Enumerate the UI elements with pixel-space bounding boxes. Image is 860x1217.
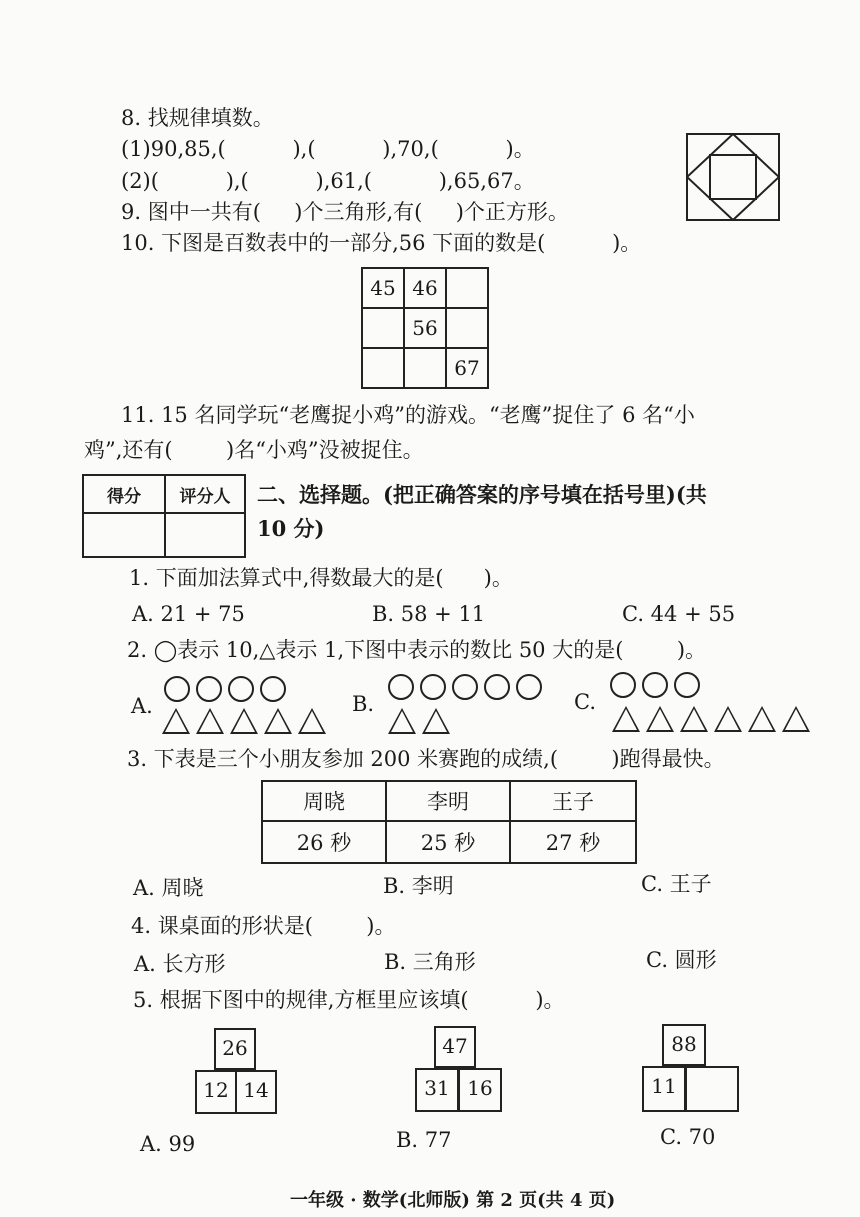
q8-title: 8. 找规律填数。 bbox=[121, 106, 274, 130]
q11-line2: 鸡”,还有( )名“小鸡”没被捉住。 bbox=[84, 438, 424, 462]
grader-label: 评分人 bbox=[165, 475, 245, 513]
grid-cell: 45 bbox=[362, 268, 404, 308]
q8-line2: (2)( ),( ),61,( ),65,67。 bbox=[121, 169, 535, 193]
triangle-icon bbox=[782, 706, 810, 732]
hundred-chart-grid bbox=[361, 267, 489, 389]
grid-cell: 67 bbox=[446, 348, 488, 388]
triangle-icon bbox=[388, 708, 416, 734]
section2-heading-cont: 10 分) bbox=[257, 516, 325, 541]
c3-option-c: C. 王子 bbox=[641, 872, 712, 896]
c3-option-a: A. 周晓 bbox=[133, 876, 204, 900]
grid-cell bbox=[362, 348, 404, 388]
name-cell: 李明 bbox=[386, 781, 510, 821]
c5-option-a: A. 99 bbox=[140, 1132, 196, 1156]
circle-icon bbox=[452, 674, 478, 700]
triangle-icon bbox=[162, 708, 190, 734]
name-cell: 周晓 bbox=[262, 781, 386, 821]
circle-icon bbox=[674, 672, 700, 698]
grid-cell: 46 bbox=[404, 268, 446, 308]
q11-line1: 11. 15 名同学玩“老鹰捉小鸡”的游戏。“老鹰”捉住了 6 名“小 bbox=[121, 403, 695, 427]
q9-text: 9. 图中一共有( )个三角形,有( )个正方形。 bbox=[121, 200, 569, 224]
c2-option-c: C. bbox=[574, 690, 596, 714]
c1-text: 1. 下面加法算式中,得数最大的是( )。 bbox=[129, 566, 513, 590]
circle-icon bbox=[516, 674, 542, 700]
c5-text: 5. 根据下图中的规律,方框里应该填( )。 bbox=[133, 988, 565, 1012]
pyramid-1-left: 12 bbox=[195, 1070, 237, 1114]
triangle-icon bbox=[646, 706, 674, 732]
grader-field[interactable] bbox=[165, 513, 245, 557]
c4-option-b: B. 三角形 bbox=[384, 950, 476, 974]
c2-a-circles bbox=[164, 676, 286, 702]
circle-icon bbox=[388, 674, 414, 700]
circle-icon bbox=[610, 672, 636, 698]
section2-heading: 二、选择题。(把正确答案的序号填在括号里)(共 bbox=[257, 482, 707, 507]
time-cell: 25 秒 bbox=[386, 821, 510, 863]
q10-text: 10. 下图是百数表中的一部分,56 下面的数是( )。 bbox=[121, 231, 642, 255]
triangle-icon bbox=[422, 708, 450, 734]
pyramid-1-right: 14 bbox=[235, 1070, 277, 1114]
page-footer: 一年级 · 数学(北师版) 第 2 页(共 4 页) bbox=[290, 1190, 616, 1211]
c1-option-a: A. 21 + 75 bbox=[132, 602, 245, 626]
score-field[interactable] bbox=[83, 513, 165, 557]
c2-b-triangles bbox=[388, 708, 450, 734]
race-results-table bbox=[261, 780, 637, 864]
c4-option-c: C. 圆形 bbox=[646, 948, 717, 972]
circle-icon bbox=[484, 674, 510, 700]
triangle-icon bbox=[612, 706, 640, 732]
c3-option-b: B. 李明 bbox=[383, 874, 454, 898]
score-box bbox=[82, 474, 246, 558]
pyramid-1-top: 26 bbox=[214, 1028, 256, 1070]
c1-option-b: B. 58 + 11 bbox=[372, 602, 486, 626]
circle-icon bbox=[196, 676, 222, 702]
c4-text: 4. 课桌面的形状是( )。 bbox=[131, 914, 396, 938]
grid-cell bbox=[446, 268, 488, 308]
c2-b-circles bbox=[388, 674, 542, 700]
circle-icon bbox=[228, 676, 254, 702]
pyramid-3-left: 11 bbox=[642, 1066, 686, 1112]
pyramid-3-answer-box[interactable] bbox=[685, 1066, 739, 1112]
grid-cell bbox=[362, 308, 404, 348]
circle-icon bbox=[260, 676, 286, 702]
pyramid-2-top: 47 bbox=[434, 1026, 476, 1068]
c5-option-c: C. 70 bbox=[660, 1125, 716, 1149]
time-cell: 26 秒 bbox=[262, 821, 386, 863]
q8-line1: (1)90,85,( ),( ),70,( )。 bbox=[121, 137, 535, 161]
c2-c-triangles bbox=[612, 706, 810, 732]
circle-icon bbox=[642, 672, 668, 698]
name-cell: 王子 bbox=[510, 781, 636, 821]
grid-cell: 56 bbox=[404, 308, 446, 348]
triangle-icon bbox=[298, 708, 326, 734]
triangle-icon bbox=[680, 706, 708, 732]
c4-option-a: A. 长方形 bbox=[134, 952, 226, 976]
pyramid-2-left: 31 bbox=[415, 1068, 459, 1112]
c5-option-b: B. 77 bbox=[396, 1128, 452, 1152]
triangle-icon bbox=[196, 708, 224, 734]
triangle-icon bbox=[230, 708, 258, 734]
c2-option-a: A. bbox=[131, 694, 153, 718]
triangle-icon bbox=[264, 708, 292, 734]
circle-icon bbox=[164, 676, 190, 702]
pyramid-2-right: 16 bbox=[458, 1068, 502, 1112]
c1-option-c: C. 44 + 55 bbox=[622, 602, 736, 626]
grid-cell bbox=[446, 308, 488, 348]
triangle-icon bbox=[748, 706, 776, 732]
grid-cell bbox=[404, 348, 446, 388]
circle-icon bbox=[420, 674, 446, 700]
triangle-icon bbox=[714, 706, 742, 732]
time-cell: 27 秒 bbox=[510, 821, 636, 863]
score-label: 得分 bbox=[83, 475, 165, 513]
c2-option-b: B. bbox=[352, 692, 375, 716]
c3-text: 3. 下表是三个小朋友参加 200 米赛跑的成绩,( )跑得最快。 bbox=[127, 747, 725, 771]
triangle-square-figure bbox=[686, 133, 780, 221]
c2-a-triangles bbox=[162, 708, 326, 734]
c2-text: 2. ◯表示 10,△表示 1,下图中表示的数比 50 大的是( )。 bbox=[127, 638, 707, 662]
c2-c-circles bbox=[610, 672, 700, 698]
pyramid-3-top: 88 bbox=[662, 1024, 706, 1066]
